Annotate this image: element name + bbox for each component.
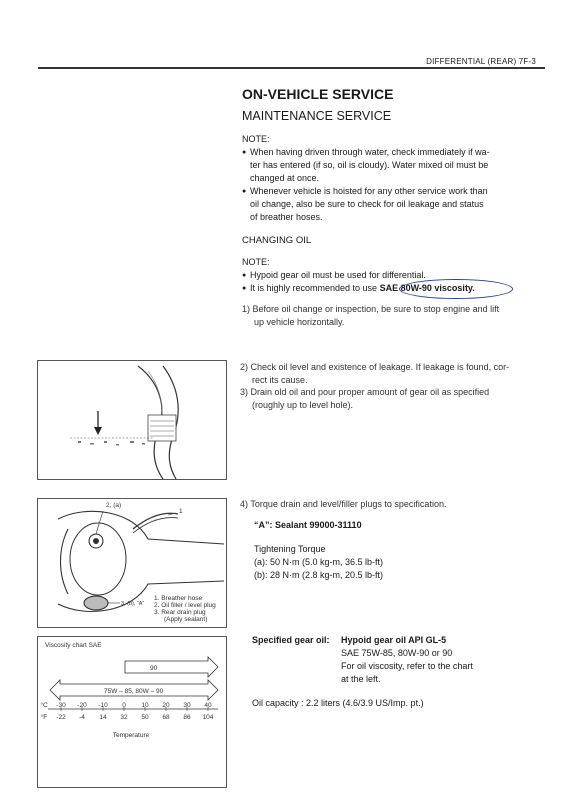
- callout-1: 1: [179, 508, 183, 515]
- f-tick: -22: [56, 714, 66, 721]
- viscosity-chart: [37, 636, 227, 788]
- f-tick: 50: [141, 714, 149, 721]
- note-label: NOTE:: [242, 134, 270, 144]
- c-tick: -30: [56, 702, 66, 709]
- torque-b: (b): 28 N·m (2.8 kg-m, 20.5 lb-ft): [254, 570, 384, 580]
- f-tick: 86: [183, 714, 191, 721]
- note-list: [242, 146, 542, 224]
- oil-capacity: Oil capacity : 2.2 liters (4.6/3.9 US/Imp. pt.): [252, 698, 424, 708]
- torque-title: Tightening Torque: [254, 544, 326, 554]
- bar-90-label: 90: [150, 665, 158, 672]
- callout-left: 3, (b), “A”: [121, 601, 145, 607]
- f-tick: -4: [79, 714, 85, 721]
- c-tick: 0: [122, 702, 126, 709]
- c-tick: 40: [204, 702, 212, 709]
- f-tick: 68: [162, 714, 170, 721]
- c-tick: 10: [141, 702, 149, 709]
- f-tick: 14: [99, 714, 107, 721]
- figure-differential: [37, 498, 227, 628]
- changing-oil-heading: CHANGING OIL: [242, 235, 312, 246]
- oil-level-illustration: [38, 361, 226, 479]
- f-tick: 32: [120, 714, 128, 721]
- viscosity-chart-title: Viscosity chart SAE: [45, 642, 102, 649]
- c-tick: 30: [183, 702, 191, 709]
- header-rule: [38, 67, 545, 69]
- step-4: 4) Torque drain and level/filler plugs to specification.: [240, 499, 447, 509]
- sealant-spec: “A”: Sealant 99000-31110: [254, 520, 362, 530]
- f-tick: 104: [202, 714, 214, 721]
- torque-a: (a): 50 N·m (5.0 kg-m, 36.5 lb-ft): [254, 557, 384, 567]
- spec-label: Specified gear oil:: [252, 635, 330, 645]
- highlight-circle: [399, 279, 513, 299]
- note2-label: NOTE:: [242, 257, 270, 267]
- figure-legend: 1. Breather hose 2. Oil filler / level plug 3. Rear drain plug (Apply sealant): [154, 595, 216, 623]
- c-tick: 20: [162, 702, 170, 709]
- note2-item: ● It is highly recommended to use SAE 80W-90 viscosity.: [242, 282, 542, 295]
- note-item: ● Whenever vehicle is hoisted for any other service work than oil change, also be sure to check for oil leakage and status of breather hoses.: [242, 185, 542, 224]
- viscosity-chart-graphic: [38, 637, 226, 787]
- viscosity-bar-90: [125, 657, 218, 677]
- note2-item: ● Hypoid gear oil must be used for differential.: [242, 269, 542, 282]
- c-tick: -10: [98, 702, 108, 709]
- callout-top: 2, (a): [106, 502, 122, 509]
- spec-values: Hypoid gear oil API GL-5 SAE 75W-85, 80W-90 or 90 For oil viscosity, refer to the chart at the left.: [341, 635, 473, 684]
- page-header: DIFFERENTIAL (REAR) 7F-3: [426, 57, 536, 66]
- celsius-unit: °C: [40, 702, 48, 709]
- chart-xlabel: Temperature: [112, 732, 150, 739]
- page-title: ON-VEHICLE SERVICE: [242, 86, 394, 102]
- step-2: 2) Check oil level and existence of leakage. If leakage is found, cor- rect its cause.: [240, 362, 510, 385]
- c-tick: -20: [77, 702, 87, 709]
- step-1: 1) Before oil change or inspection, be sure to stop engine and lift up vehicle horizontally.: [242, 304, 500, 327]
- step-3: 3) Drain old oil and pour proper amount of gear oil as specified (roughly up to level hole).: [240, 387, 490, 410]
- figure-oil-level: [37, 360, 227, 480]
- fahrenheit-unit: °F: [40, 714, 48, 721]
- section-title: MAINTENANCE SERVICE: [242, 109, 392, 123]
- bar-range-label: 75W – 85, 80W – 90: [104, 688, 164, 695]
- note-item: ● When having driven through water, check immediately if wa- ter has entered (if so, oil is cloudy). Water mixed oil must be changed at once.: [242, 146, 542, 185]
